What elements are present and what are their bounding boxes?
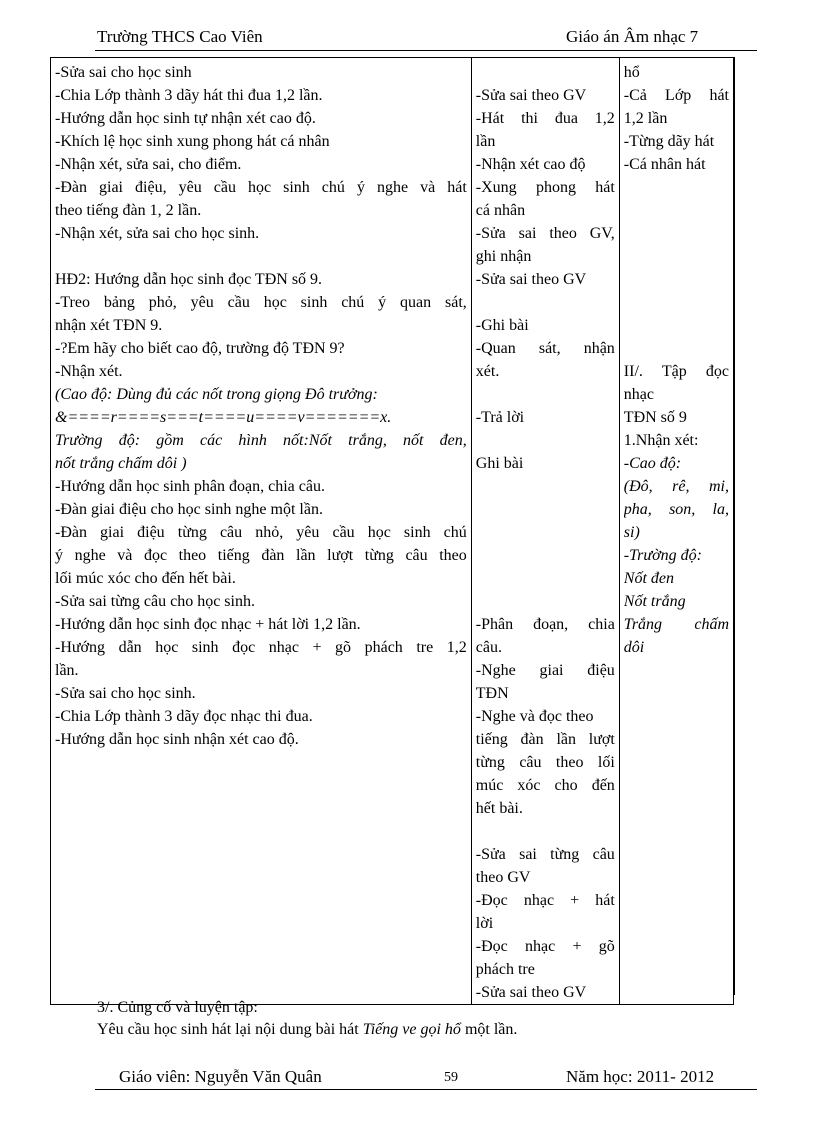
col1-line: -Treo bảng phỏ, yêu cầu học sinh chú ý quan sát,	[55, 294, 467, 311]
col2-line: -Sửa sai theo GV	[475, 271, 587, 288]
col1-line: -Nhận xét, sửa sai, cho điểm.	[55, 156, 242, 173]
col1-line: -Hướng dẫn học sinh nhận xét cao độ.	[55, 731, 299, 748]
col1-line: theo tiếng đàn 1, 2 lần.	[55, 202, 202, 219]
col3-line	[624, 222, 729, 245]
col1-line: -Sửa sai cho học sinh.	[55, 685, 196, 702]
col2-line: cá nhân	[475, 202, 526, 219]
col2-line: -Sửa sai theo GV	[475, 984, 587, 1001]
footer-rule	[95, 1089, 757, 1090]
col2-line: từng câu theo lối	[475, 754, 615, 771]
student-activity-list	[476, 61, 615, 1004]
col1-line: -Chia Lớp thành 3 dãy hát thi đua 1,2 lần.	[55, 87, 323, 104]
col2-line	[476, 590, 615, 613]
col2-line: -Sửa sai theo GV,	[475, 225, 615, 242]
col2-line	[476, 61, 615, 84]
song-title: Tiếng ve gọi hổ	[362, 1021, 461, 1038]
col3-line: II/. Tập đọc	[623, 363, 729, 380]
col3-line	[624, 176, 729, 199]
col3-line	[624, 314, 729, 337]
col2-line	[476, 291, 615, 314]
col2-line: -Quan sát, nhận	[475, 340, 615, 357]
col3-line	[624, 245, 729, 268]
col2-line: -Phân đoạn, chia	[475, 616, 615, 633]
col3-line: -Cả Lớp hát	[623, 87, 729, 104]
col2-line: -Hát thi đua 1,2	[475, 110, 615, 127]
consolidation-text	[97, 1021, 517, 1039]
col1-line: (Cao độ: Dùng đủ các nốt trong giọng Đô trưởng:	[55, 386, 378, 403]
col1-line: -Đàn giai điệu cho học sinh nghe một lần.	[55, 501, 323, 518]
col3-line: -Từng dãy hát	[623, 133, 715, 150]
col3-line: pha, son, la,	[623, 501, 729, 518]
col1-line: nhận xét TĐN 9.	[55, 317, 163, 334]
col2-line: múc xóc cho đến	[475, 777, 615, 794]
col1-line: -Đàn giai điệu từng câu nhỏ, yêu cầu học sinh chú	[55, 524, 467, 541]
col2-line	[476, 820, 615, 843]
col2-line: -Xung phong hát	[475, 179, 615, 196]
col2-line: -Sửa sai theo GV	[475, 87, 587, 104]
consolidation-heading: 3/. Củng cố và luyện tập:	[97, 999, 258, 1016]
content-cell	[619, 58, 733, 1005]
col3-line: dôi	[623, 639, 645, 656]
teacher-activity-list	[55, 61, 467, 751]
col2-line: Ghi bài	[475, 455, 524, 472]
col1-line: ý nghe và đọc theo tiếng đàn lần lượt từng câu theo	[55, 547, 467, 564]
col2-line: lời	[475, 915, 494, 932]
student-activity-cell	[471, 58, 619, 1005]
col3-line: -Trường độ:	[623, 547, 702, 564]
col2-line: -Nhận xét cao độ	[475, 156, 586, 173]
footer-teacher: Giáo viên: Nguyễn Văn Quân	[119, 1067, 322, 1086]
col3-line: Trắng chấm	[623, 616, 729, 633]
col3-line: 1.Nhận xét:	[623, 432, 699, 449]
col1-line: Trường độ: gồm các hình nốt:Nốt trắng, nốt đen,	[55, 432, 467, 449]
col2-line: ghi nhận	[475, 248, 532, 265]
col2-line	[476, 383, 615, 406]
col1-line: -Chia Lớp thành 3 dãy đọc nhạc thi đua.	[55, 708, 313, 725]
footer-year: Năm học: 2011- 2012	[566, 1067, 715, 1086]
page-number: 59	[444, 1070, 458, 1085]
col1-line: -Nhận xét, sửa sai cho học sinh.	[55, 225, 260, 242]
col2-line	[476, 544, 615, 567]
col3-line: -Cao độ:	[623, 455, 682, 472]
col2-line: -Trả lời	[475, 409, 525, 426]
col1-line: -Sửa sai cho học sinh	[55, 64, 192, 81]
col2-line	[476, 521, 615, 544]
col2-line: -Sửa sai từng câu	[475, 846, 615, 863]
col1-line: HĐ2: Hướng dẫn học sinh đọc TĐN số 9.	[55, 271, 323, 288]
col3-line: TĐN số 9	[623, 409, 687, 426]
col1-line	[55, 245, 467, 268]
col2-line	[476, 498, 615, 521]
col2-line: hết bài.	[475, 800, 523, 817]
col1-line: nốt trắng chấm dôi )	[55, 455, 187, 472]
col3-line: si)	[623, 524, 640, 541]
col2-line	[476, 429, 615, 452]
col3-line	[624, 199, 729, 222]
col1-line: -Khích lệ học sinh xung phong hát cá nhân	[55, 133, 330, 150]
col1-line: lối múc xóc cho đến hết bài.	[55, 570, 236, 587]
col1-line: -Sửa sai từng câu cho học sinh.	[55, 593, 255, 610]
col1-line: -Hướng dẫn học sinh đọc nhạc + gõ phách tre 1,2	[55, 639, 467, 656]
col2-line: phách tre	[475, 961, 535, 978]
table-outer-border	[734, 57, 735, 995]
consolidation-suffix: một lần.	[460, 1021, 518, 1038]
col3-line: Nốt trắng	[623, 593, 686, 610]
teacher-activity-cell	[51, 58, 472, 1005]
col3-line	[624, 291, 729, 314]
col1-line: -Nhận xét.	[55, 363, 123, 380]
col1-line: &====r====s===t====u====v=======x.	[55, 409, 392, 426]
col1-line: lần.	[55, 662, 79, 679]
col3-line: (Đô, rê, mi,	[623, 478, 729, 495]
content-list	[624, 61, 729, 659]
header-school: Trường THCS Cao Viên	[97, 27, 263, 46]
col2-line: lần	[475, 133, 496, 150]
lesson-table	[50, 57, 734, 1005]
col2-line: -Nghe giai điệu	[475, 662, 615, 679]
col3-line: Nốt đen	[623, 570, 675, 587]
col2-line: xét.	[475, 363, 500, 380]
col3-line	[624, 268, 729, 291]
col1-line: -Hướng dẫn học sinh phân đoạn, chia câu.	[55, 478, 325, 495]
col2-line: -Đọc nhạc + gõ	[475, 938, 615, 955]
col2-line: tiếng đàn lần lượt	[475, 731, 615, 748]
col3-line: 1,2 lần	[623, 110, 668, 127]
col2-line: -Đọc nhạc + hát	[475, 892, 615, 909]
col1-line: -Hướng dẫn học sinh đọc nhạc + hát lời 1,2 lần.	[55, 616, 361, 633]
col2-line: -Ghi bài	[475, 317, 529, 334]
col3-line: nhạc	[623, 386, 654, 403]
col3-line: hổ	[623, 64, 640, 81]
col1-line: -Hướng dẫn học sinh tự nhận xét cao độ.	[55, 110, 316, 127]
col3-line: -Cá nhân hát	[623, 156, 706, 173]
col1-line: -Đàn giai điệu, yêu cầu học sinh chú ý nghe và hát	[55, 179, 467, 196]
col2-line: theo GV	[475, 869, 531, 886]
header-rule	[95, 50, 757, 51]
col2-line: câu.	[475, 639, 502, 656]
col2-line: TĐN	[475, 685, 509, 702]
consolidation-prefix: Yêu cầu học sinh hát lại nội dung bài hát	[97, 1021, 363, 1038]
header-subject: Giáo án Âm nhạc 7	[566, 27, 699, 46]
col2-line	[476, 567, 615, 590]
col2-line	[476, 475, 615, 498]
col2-line: -Nghe và đọc theo	[475, 708, 594, 725]
col3-line	[624, 337, 729, 360]
col1-line: -?Em hãy cho biết cao độ, trường độ TĐN 9?	[55, 340, 345, 357]
